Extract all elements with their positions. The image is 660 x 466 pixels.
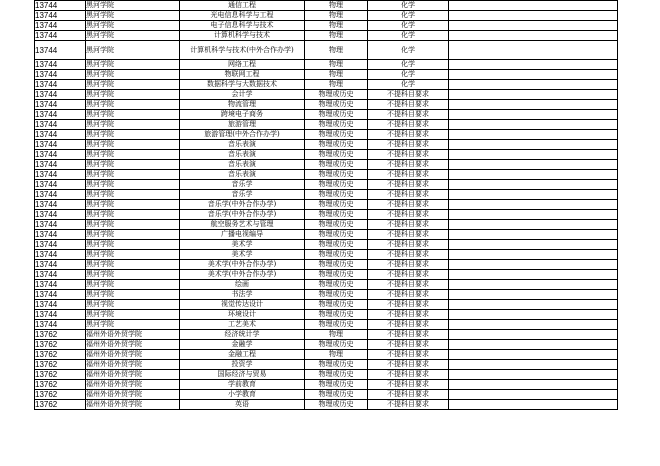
table-row [35, 370, 618, 380]
empty-cell [449, 240, 618, 250]
empty-cell [449, 230, 618, 240]
school-code-cell: 13744 [35, 300, 86, 310]
school-name-cell: 福州外语外贸学院 [86, 390, 180, 400]
second-subject-cell: 不提科目要求 [368, 120, 449, 130]
empty-cell [449, 380, 618, 390]
table-row [35, 190, 618, 200]
major-name-cell: 计算机科学与技术 [180, 31, 305, 41]
second-subject-cell: 不提科目要求 [368, 200, 449, 210]
major-name-cell: 音乐表演 [180, 170, 305, 180]
first-subject-cell: 物理或历史 [305, 210, 368, 220]
school-name-cell: 黑河学院 [86, 270, 180, 280]
empty-cell [449, 270, 618, 280]
school-code-cell: 13744 [35, 180, 86, 190]
school-name-cell: 黑河学院 [86, 120, 180, 130]
school-name-cell: 黑河学院 [86, 300, 180, 310]
first-subject-cell: 物理或历史 [305, 240, 368, 250]
major-name-cell: 电子信息科学与技术 [180, 21, 305, 31]
second-subject-cell: 化学 [368, 31, 449, 41]
table-row [35, 260, 618, 270]
major-name-cell: 物联网工程 [180, 70, 305, 80]
major-name-cell: 小学教育 [180, 390, 305, 400]
school-name-cell: 黑河学院 [86, 220, 180, 230]
second-subject-cell: 化学 [368, 1, 449, 11]
first-subject-cell: 物理或历史 [305, 190, 368, 200]
first-subject-cell: 物理或历史 [305, 370, 368, 380]
school-code-cell: 13744 [35, 200, 86, 210]
empty-cell [449, 1, 618, 11]
empty-cell [449, 310, 618, 320]
school-name-cell: 黑河学院 [86, 60, 180, 70]
table-row [35, 350, 618, 360]
second-subject-cell: 不提科目要求 [368, 300, 449, 310]
empty-cell [449, 70, 618, 80]
empty-cell [449, 100, 618, 110]
table-row [35, 60, 618, 70]
empty-cell [449, 280, 618, 290]
school-code-cell: 13744 [35, 130, 86, 140]
school-name-cell: 黑河学院 [86, 260, 180, 270]
school-code-cell: 13744 [35, 80, 86, 90]
first-subject-cell: 物理或历史 [305, 180, 368, 190]
empty-cell [449, 360, 618, 370]
school-code-cell: 13744 [35, 41, 86, 60]
table-row [35, 31, 618, 41]
school-code-cell: 13744 [35, 150, 86, 160]
table-row [35, 380, 618, 390]
school-code-cell: 13744 [35, 120, 86, 130]
school-name-cell: 黑河学院 [86, 320, 180, 330]
school-name-cell: 黑河学院 [86, 140, 180, 150]
major-name-cell: 国际经济与贸易 [180, 370, 305, 380]
table-row [35, 240, 618, 250]
empty-cell [449, 320, 618, 330]
school-name-cell: 黑河学院 [86, 150, 180, 160]
major-name-cell: 英语 [180, 400, 305, 410]
school-code-cell: 13744 [35, 60, 86, 70]
empty-cell [449, 41, 618, 60]
second-subject-cell: 不提科目要求 [368, 340, 449, 350]
school-name-cell: 黑河学院 [86, 200, 180, 210]
table-row [35, 1, 618, 11]
table-row [35, 280, 618, 290]
major-name-cell: 美术学 [180, 240, 305, 250]
first-subject-cell: 物理或历史 [305, 250, 368, 260]
table-row [35, 70, 618, 80]
first-subject-cell: 物理或历史 [305, 220, 368, 230]
empty-cell [449, 370, 618, 380]
second-subject-cell: 不提科目要求 [368, 270, 449, 280]
school-code-cell: 13762 [35, 390, 86, 400]
major-name-cell: 跨境电子商务 [180, 110, 305, 120]
first-subject-cell: 物理或历史 [305, 150, 368, 160]
table-row [35, 230, 618, 240]
school-code-cell: 13744 [35, 11, 86, 21]
school-name-cell: 黑河学院 [86, 21, 180, 31]
first-subject-cell: 物理 [305, 60, 368, 70]
second-subject-cell: 化学 [368, 11, 449, 21]
school-code-cell: 13744 [35, 100, 86, 110]
school-code-cell: 13744 [35, 190, 86, 200]
first-subject-cell: 物理或历史 [305, 90, 368, 100]
table-row [35, 200, 618, 210]
first-subject-cell: 物理或历史 [305, 340, 368, 350]
table-row [35, 100, 618, 110]
second-subject-cell: 不提科目要求 [368, 360, 449, 370]
subject-requirements-table [34, 0, 618, 410]
empty-cell [449, 110, 618, 120]
empty-cell [449, 400, 618, 410]
school-code-cell: 13762 [35, 350, 86, 360]
school-name-cell: 黑河学院 [86, 1, 180, 11]
school-code-cell: 13744 [35, 70, 86, 80]
first-subject-cell: 物理或历史 [305, 140, 368, 150]
second-subject-cell: 不提科目要求 [368, 280, 449, 290]
first-subject-cell: 物理或历史 [305, 130, 368, 140]
school-code-cell: 13762 [35, 370, 86, 380]
school-code-cell: 13744 [35, 220, 86, 230]
table-row [35, 80, 618, 90]
major-name-cell: 音乐表演 [180, 140, 305, 150]
school-code-cell: 13744 [35, 270, 86, 280]
major-name-cell: 金融学 [180, 340, 305, 350]
school-name-cell: 黑河学院 [86, 41, 180, 60]
empty-cell [449, 350, 618, 360]
major-name-cell: 视觉传达设计 [180, 300, 305, 310]
first-subject-cell: 物理或历史 [305, 170, 368, 180]
table-row [35, 320, 618, 330]
major-name-cell: 工艺美术 [180, 320, 305, 330]
table-row [35, 140, 618, 150]
school-name-cell: 黑河学院 [86, 100, 180, 110]
second-subject-cell: 不提科目要求 [368, 150, 449, 160]
major-name-cell: 航空服务艺术与管理 [180, 220, 305, 230]
school-code-cell: 13744 [35, 240, 86, 250]
table-row [35, 170, 618, 180]
second-subject-cell: 化学 [368, 80, 449, 90]
school-code-cell: 13744 [35, 210, 86, 220]
school-code-cell: 13744 [35, 90, 86, 100]
empty-cell [449, 160, 618, 170]
empty-cell [449, 330, 618, 340]
school-code-cell: 13744 [35, 250, 86, 260]
table-row [35, 220, 618, 230]
second-subject-cell: 不提科目要求 [368, 380, 449, 390]
empty-cell [449, 390, 618, 400]
empty-cell [449, 340, 618, 350]
first-subject-cell: 物理或历史 [305, 360, 368, 370]
second-subject-cell: 不提科目要求 [368, 160, 449, 170]
first-subject-cell: 物理 [305, 350, 368, 360]
school-code-cell: 13744 [35, 160, 86, 170]
empty-cell [449, 21, 618, 31]
first-subject-cell: 物理 [305, 1, 368, 11]
first-subject-cell: 物理或历史 [305, 320, 368, 330]
table-row [35, 250, 618, 260]
first-subject-cell: 物理或历史 [305, 290, 368, 300]
first-subject-cell: 物理 [305, 21, 368, 31]
school-code-cell: 13762 [35, 360, 86, 370]
second-subject-cell: 不提科目要求 [368, 390, 449, 400]
second-subject-cell: 不提科目要求 [368, 350, 449, 360]
major-name-cell: 投资学 [180, 360, 305, 370]
table-row [35, 340, 618, 350]
major-name-cell: 美术学(中外合作办学) [180, 260, 305, 270]
school-name-cell: 黑河学院 [86, 210, 180, 220]
major-name-cell: 广播电视编导 [180, 230, 305, 240]
school-name-cell: 黑河学院 [86, 250, 180, 260]
second-subject-cell: 不提科目要求 [368, 400, 449, 410]
second-subject-cell: 不提科目要求 [368, 260, 449, 270]
first-subject-cell: 物理或历史 [305, 380, 368, 390]
school-name-cell: 福州外语外贸学院 [86, 340, 180, 350]
school-name-cell: 黑河学院 [86, 11, 180, 21]
school-name-cell: 黑河学院 [86, 180, 180, 190]
school-code-cell: 13744 [35, 320, 86, 330]
second-subject-cell: 不提科目要求 [368, 130, 449, 140]
table-row [35, 270, 618, 280]
first-subject-cell: 物理 [305, 80, 368, 90]
school-name-cell: 福州外语外贸学院 [86, 400, 180, 410]
second-subject-cell: 不提科目要求 [368, 310, 449, 320]
empty-cell [449, 250, 618, 260]
second-subject-cell: 不提科目要求 [368, 90, 449, 100]
table-row [35, 21, 618, 31]
first-subject-cell: 物理或历史 [305, 100, 368, 110]
major-name-cell: 绘画 [180, 280, 305, 290]
school-name-cell: 黑河学院 [86, 110, 180, 120]
first-subject-cell: 物理或历史 [305, 230, 368, 240]
major-name-cell: 学前教育 [180, 380, 305, 390]
school-name-cell: 黑河学院 [86, 90, 180, 100]
empty-cell [449, 170, 618, 180]
first-subject-cell: 物理或历史 [305, 300, 368, 310]
empty-cell [449, 140, 618, 150]
school-code-cell: 13762 [35, 330, 86, 340]
table-row [35, 310, 618, 320]
table-row [35, 300, 618, 310]
school-name-cell: 黑河学院 [86, 310, 180, 320]
first-subject-cell: 物理或历史 [305, 260, 368, 270]
table-row [35, 180, 618, 190]
school-name-cell: 黑河学院 [86, 170, 180, 180]
major-name-cell: 音乐学(中外合作办学) [180, 200, 305, 210]
school-code-cell: 13744 [35, 140, 86, 150]
major-name-cell: 书法学 [180, 290, 305, 300]
major-name-cell: 音乐表演 [180, 160, 305, 170]
first-subject-cell: 物理 [305, 41, 368, 60]
second-subject-cell: 化学 [368, 41, 449, 60]
second-subject-cell: 不提科目要求 [368, 290, 449, 300]
first-subject-cell: 物理或历史 [305, 110, 368, 120]
school-name-cell: 黑河学院 [86, 290, 180, 300]
table-row [35, 160, 618, 170]
empty-cell [449, 150, 618, 160]
major-name-cell: 金融工程 [180, 350, 305, 360]
empty-cell [449, 220, 618, 230]
table-row [35, 11, 618, 21]
school-code-cell: 13744 [35, 110, 86, 120]
major-name-cell: 旅游管理 [180, 120, 305, 130]
major-name-cell: 计算机科学与技术(中外合作办学) [180, 41, 305, 60]
major-name-cell: 光电信息科学与工程 [180, 11, 305, 21]
empty-cell [449, 180, 618, 190]
second-subject-cell: 化学 [368, 21, 449, 31]
major-name-cell: 网络工程 [180, 60, 305, 70]
second-subject-cell: 化学 [368, 60, 449, 70]
table-row [35, 290, 618, 300]
school-code-cell: 13744 [35, 290, 86, 300]
first-subject-cell: 物理 [305, 31, 368, 41]
school-code-cell: 13744 [35, 310, 86, 320]
empty-cell [449, 130, 618, 140]
empty-cell [449, 260, 618, 270]
table-row [35, 390, 618, 400]
second-subject-cell: 不提科目要求 [368, 220, 449, 230]
major-name-cell: 音乐学 [180, 180, 305, 190]
second-subject-cell: 不提科目要求 [368, 140, 449, 150]
school-code-cell: 13744 [35, 280, 86, 290]
school-code-cell: 13744 [35, 260, 86, 270]
table-row [35, 150, 618, 160]
major-name-cell: 美术学(中外合作办学) [180, 270, 305, 280]
second-subject-cell: 不提科目要求 [368, 100, 449, 110]
first-subject-cell: 物理 [305, 11, 368, 21]
second-subject-cell: 不提科目要求 [368, 370, 449, 380]
school-name-cell: 福州外语外贸学院 [86, 360, 180, 370]
school-name-cell: 黑河学院 [86, 160, 180, 170]
major-name-cell: 会计学 [180, 90, 305, 100]
major-name-cell: 旅游管理(中外合作办学) [180, 130, 305, 140]
table-row [35, 90, 618, 100]
school-code-cell: 13744 [35, 1, 86, 11]
first-subject-cell: 物理或历史 [305, 390, 368, 400]
school-code-cell: 13762 [35, 400, 86, 410]
table-row [35, 400, 618, 410]
first-subject-cell: 物理或历史 [305, 400, 368, 410]
second-subject-cell: 不提科目要求 [368, 210, 449, 220]
empty-cell [449, 200, 618, 210]
first-subject-cell: 物理或历史 [305, 280, 368, 290]
first-subject-cell: 物理或历史 [305, 270, 368, 280]
first-subject-cell: 物理或历史 [305, 310, 368, 320]
table-row [35, 360, 618, 370]
school-name-cell: 黑河学院 [86, 190, 180, 200]
table-row [35, 330, 618, 340]
major-name-cell: 经济统计学 [180, 330, 305, 340]
school-name-cell: 福州外语外贸学院 [86, 370, 180, 380]
major-name-cell: 音乐学(中外合作办学) [180, 210, 305, 220]
major-name-cell: 音乐学 [180, 190, 305, 200]
first-subject-cell: 物理或历史 [305, 200, 368, 210]
second-subject-cell: 不提科目要求 [368, 190, 449, 200]
school-code-cell: 13744 [35, 21, 86, 31]
school-name-cell: 黑河学院 [86, 280, 180, 290]
school-code-cell: 13744 [35, 170, 86, 180]
major-name-cell: 环境设计 [180, 310, 305, 320]
school-code-cell: 13744 [35, 230, 86, 240]
school-name-cell: 福州外语外贸学院 [86, 350, 180, 360]
empty-cell [449, 190, 618, 200]
empty-cell [449, 90, 618, 100]
school-name-cell: 黑河学院 [86, 230, 180, 240]
empty-cell [449, 210, 618, 220]
major-name-cell: 物流管理 [180, 100, 305, 110]
table-body [35, 1, 618, 410]
empty-cell [449, 80, 618, 90]
empty-cell [449, 11, 618, 21]
major-name-cell: 数据科学与大数据技术 [180, 80, 305, 90]
empty-cell [449, 290, 618, 300]
empty-cell [449, 120, 618, 130]
major-name-cell: 音乐表演 [180, 150, 305, 160]
second-subject-cell: 不提科目要求 [368, 170, 449, 180]
school-name-cell: 黑河学院 [86, 70, 180, 80]
table-row [35, 41, 618, 60]
school-name-cell: 福州外语外贸学院 [86, 380, 180, 390]
empty-cell [449, 31, 618, 41]
school-name-cell: 黑河学院 [86, 31, 180, 41]
first-subject-cell: 物理或历史 [305, 120, 368, 130]
second-subject-cell: 不提科目要求 [368, 110, 449, 120]
school-code-cell: 13762 [35, 380, 86, 390]
second-subject-cell: 不提科目要求 [368, 240, 449, 250]
second-subject-cell: 不提科目要求 [368, 250, 449, 260]
major-name-cell: 通信工程 [180, 1, 305, 11]
school-name-cell: 黑河学院 [86, 130, 180, 140]
first-subject-cell: 物理或历史 [305, 160, 368, 170]
table-row [35, 110, 618, 120]
second-subject-cell: 不提科目要求 [368, 330, 449, 340]
first-subject-cell: 物理 [305, 330, 368, 340]
empty-cell [449, 60, 618, 70]
school-code-cell: 13744 [35, 31, 86, 41]
second-subject-cell: 不提科目要求 [368, 180, 449, 190]
table-row [35, 130, 618, 140]
school-code-cell: 13762 [35, 340, 86, 350]
table-row [35, 120, 618, 130]
major-name-cell: 美术学 [180, 250, 305, 260]
second-subject-cell: 化学 [368, 70, 449, 80]
second-subject-cell: 不提科目要求 [368, 230, 449, 240]
table-row [35, 210, 618, 220]
first-subject-cell: 物理 [305, 70, 368, 80]
second-subject-cell: 不提科目要求 [368, 320, 449, 330]
empty-cell [449, 300, 618, 310]
school-name-cell: 福州外语外贸学院 [86, 330, 180, 340]
school-name-cell: 黑河学院 [86, 80, 180, 90]
school-name-cell: 黑河学院 [86, 240, 180, 250]
